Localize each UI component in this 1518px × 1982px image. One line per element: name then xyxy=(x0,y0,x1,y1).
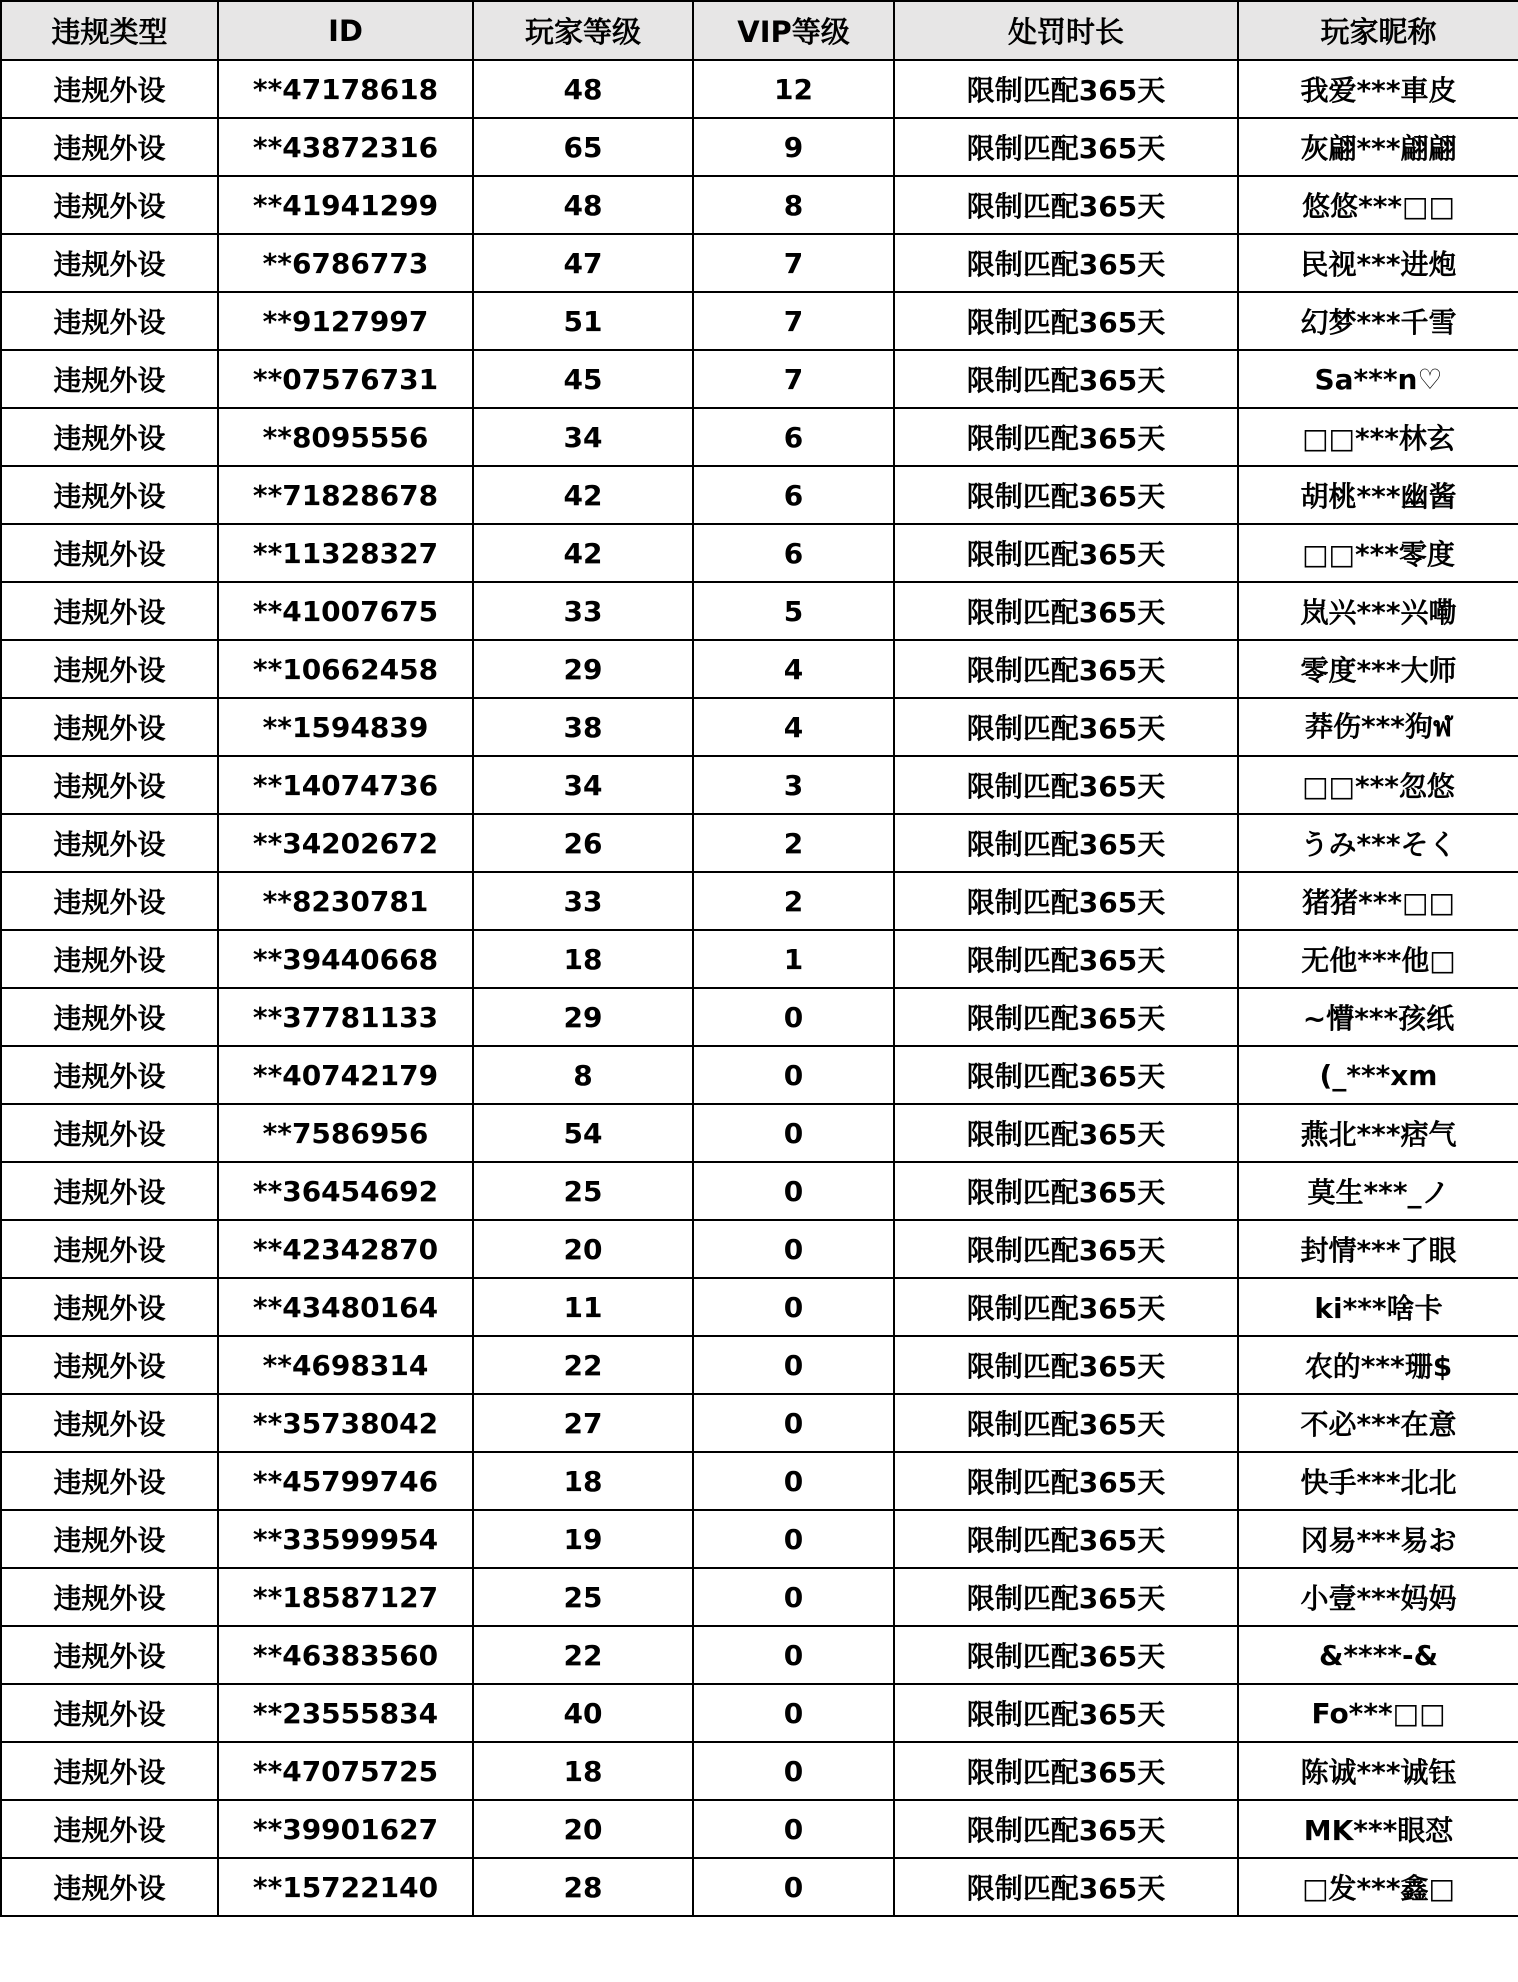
violation-type-cell: 违规外设 xyxy=(1,756,218,814)
header-penalty-duration: 处罚时长 xyxy=(894,1,1238,60)
table-row xyxy=(1,234,1518,292)
header-vip-level: VIP等级 xyxy=(693,1,894,60)
penalty-duration-cell: 限制匹配365天 xyxy=(894,292,1238,350)
vip-level-cell: 0 xyxy=(693,1510,894,1568)
id-cell: **41007675 xyxy=(218,582,473,640)
penalty-duration-cell: 限制匹配365天 xyxy=(894,582,1238,640)
violation-type-cell: 违规外设 xyxy=(1,1800,218,1858)
vip-level-cell: 8 xyxy=(693,176,894,234)
player-level-cell: 26 xyxy=(473,814,693,872)
player-nickname-cell: 无他***他□ xyxy=(1238,930,1518,988)
player-level-cell: 27 xyxy=(473,1394,693,1452)
violation-type-cell: 违规外设 xyxy=(1,408,218,466)
player-nickname-cell: &****-& xyxy=(1238,1626,1518,1684)
violation-type-cell: 违规外设 xyxy=(1,698,218,756)
player-nickname-cell: 燕北***痞气 xyxy=(1238,1104,1518,1162)
vip-level-cell: 0 xyxy=(693,1278,894,1336)
id-cell: **43872316 xyxy=(218,118,473,176)
header-player-level: 玩家等级 xyxy=(473,1,693,60)
violation-type-cell: 违规外设 xyxy=(1,1742,218,1800)
player-level-cell: 34 xyxy=(473,408,693,466)
table-row xyxy=(1,1162,1518,1220)
vip-level-cell: 4 xyxy=(693,698,894,756)
violation-type-cell: 违规外设 xyxy=(1,1220,218,1278)
table-body xyxy=(1,60,1518,1916)
player-level-cell: 18 xyxy=(473,930,693,988)
player-level-cell: 29 xyxy=(473,988,693,1046)
violation-type-cell: 违规外设 xyxy=(1,1626,218,1684)
id-cell: **39901627 xyxy=(218,1800,473,1858)
header-violation-type: 违规类型 xyxy=(1,1,218,60)
vip-level-cell: 0 xyxy=(693,988,894,1046)
id-cell: **14074736 xyxy=(218,756,473,814)
vip-level-cell: 7 xyxy=(693,234,894,292)
id-cell: **7586956 xyxy=(218,1104,473,1162)
violation-type-cell: 违规外设 xyxy=(1,524,218,582)
player-nickname-cell: MK***眼怼 xyxy=(1238,1800,1518,1858)
player-nickname-cell: □□***忽悠 xyxy=(1238,756,1518,814)
vip-level-cell: 6 xyxy=(693,524,894,582)
player-level-cell: 48 xyxy=(473,176,693,234)
table-row xyxy=(1,1046,1518,1104)
penalty-duration-cell: 限制匹配365天 xyxy=(894,872,1238,930)
id-cell: **33599954 xyxy=(218,1510,473,1568)
player-nickname-cell: □发***鑫□ xyxy=(1238,1858,1518,1916)
violation-type-cell: 违规外设 xyxy=(1,1278,218,1336)
table-row xyxy=(1,1568,1518,1626)
violation-type-cell: 违规外设 xyxy=(1,872,218,930)
id-cell: **39440668 xyxy=(218,930,473,988)
table-row xyxy=(1,1626,1518,1684)
violation-type-cell: 违规外设 xyxy=(1,466,218,524)
vip-level-cell: 7 xyxy=(693,350,894,408)
vip-level-cell: 0 xyxy=(693,1684,894,1742)
table-row xyxy=(1,1336,1518,1394)
player-nickname-cell: 岚兴***兴嘞 xyxy=(1238,582,1518,640)
vip-level-cell: 0 xyxy=(693,1162,894,1220)
table-row xyxy=(1,1394,1518,1452)
player-level-cell: 38 xyxy=(473,698,693,756)
penalty-duration-cell: 限制匹配365天 xyxy=(894,1278,1238,1336)
violation-type-cell: 违规外设 xyxy=(1,1162,218,1220)
player-nickname-cell: 猪猪***□□ xyxy=(1238,872,1518,930)
id-cell: **1594839 xyxy=(218,698,473,756)
vip-level-cell: 6 xyxy=(693,408,894,466)
player-nickname-cell: 不必***在意 xyxy=(1238,1394,1518,1452)
id-cell: **37781133 xyxy=(218,988,473,1046)
table-row xyxy=(1,698,1518,756)
player-level-cell: 18 xyxy=(473,1742,693,1800)
table-row xyxy=(1,930,1518,988)
violation-type-cell: 违规外设 xyxy=(1,1104,218,1162)
penalty-duration-cell: 限制匹配365天 xyxy=(894,1220,1238,1278)
table-row xyxy=(1,1278,1518,1336)
player-level-cell: 18 xyxy=(473,1452,693,1510)
violation-type-cell: 违规外设 xyxy=(1,1684,218,1742)
player-level-cell: 11 xyxy=(473,1278,693,1336)
penalty-duration-cell: 限制匹配365天 xyxy=(894,988,1238,1046)
id-cell: **34202672 xyxy=(218,814,473,872)
violation-type-cell: 违规外设 xyxy=(1,234,218,292)
player-nickname-cell: Fo***□□ xyxy=(1238,1684,1518,1742)
player-level-cell: 34 xyxy=(473,756,693,814)
penalty-duration-cell: 限制匹配365天 xyxy=(894,930,1238,988)
penalty-duration-cell: 限制匹配365天 xyxy=(894,1742,1238,1800)
player-level-cell: 42 xyxy=(473,466,693,524)
vip-level-cell: 4 xyxy=(693,640,894,698)
violation-type-cell: 违规外设 xyxy=(1,1858,218,1916)
table-row xyxy=(1,524,1518,582)
violation-type-cell: 违规外设 xyxy=(1,582,218,640)
id-cell: **18587127 xyxy=(218,1568,473,1626)
player-nickname-cell: 悠悠***□□ xyxy=(1238,176,1518,234)
player-nickname-cell: うみ***そく xyxy=(1238,814,1518,872)
player-level-cell: 47 xyxy=(473,234,693,292)
vip-level-cell: 1 xyxy=(693,930,894,988)
penalty-duration-cell: 限制匹配365天 xyxy=(894,1800,1238,1858)
penalty-duration-cell: 限制匹配365天 xyxy=(894,60,1238,118)
table-row xyxy=(1,1220,1518,1278)
table-row xyxy=(1,582,1518,640)
penalty-duration-cell: 限制匹配365天 xyxy=(894,1046,1238,1104)
player-level-cell: 20 xyxy=(473,1800,693,1858)
penalty-duration-cell: 限制匹配365天 xyxy=(894,1162,1238,1220)
player-nickname-cell: 莽伤***狗ฬ xyxy=(1238,698,1518,756)
table-row xyxy=(1,176,1518,234)
penalty-duration-cell: 限制匹配365天 xyxy=(894,466,1238,524)
table-header xyxy=(1,1,1518,60)
violation-type-cell: 违规外设 xyxy=(1,176,218,234)
id-cell: **23555834 xyxy=(218,1684,473,1742)
vip-level-cell: 0 xyxy=(693,1626,894,1684)
penalty-duration-cell: 限制匹配365天 xyxy=(894,1104,1238,1162)
id-cell: **40742179 xyxy=(218,1046,473,1104)
vip-level-cell: 0 xyxy=(693,1220,894,1278)
player-nickname-cell: □□***零度 xyxy=(1238,524,1518,582)
id-cell: **11328327 xyxy=(218,524,473,582)
id-cell: **42342870 xyxy=(218,1220,473,1278)
vip-level-cell: 0 xyxy=(693,1800,894,1858)
id-cell: **46383560 xyxy=(218,1626,473,1684)
table-row xyxy=(1,756,1518,814)
penalty-duration-cell: 限制匹配365天 xyxy=(894,698,1238,756)
vip-level-cell: 9 xyxy=(693,118,894,176)
violation-type-cell: 违规外设 xyxy=(1,1336,218,1394)
table-row xyxy=(1,466,1518,524)
penalty-duration-cell: 限制匹配365天 xyxy=(894,1568,1238,1626)
id-cell: **47178618 xyxy=(218,60,473,118)
table-row xyxy=(1,1684,1518,1742)
penalty-duration-cell: 限制匹配365天 xyxy=(894,756,1238,814)
violation-type-cell: 违规外设 xyxy=(1,292,218,350)
player-level-cell: 28 xyxy=(473,1858,693,1916)
id-cell: **15722140 xyxy=(218,1858,473,1916)
vip-level-cell: 0 xyxy=(693,1452,894,1510)
violation-type-cell: 违规外设 xyxy=(1,1394,218,1452)
table-row xyxy=(1,988,1518,1046)
id-cell: **07576731 xyxy=(218,350,473,408)
penalty-duration-cell: 限制匹配365天 xyxy=(894,1394,1238,1452)
violation-type-cell: 违规外设 xyxy=(1,1452,218,1510)
vip-level-cell: 2 xyxy=(693,872,894,930)
id-cell: **43480164 xyxy=(218,1278,473,1336)
penalty-duration-cell: 限制匹配365天 xyxy=(894,524,1238,582)
id-cell: **9127997 xyxy=(218,292,473,350)
id-cell: **71828678 xyxy=(218,466,473,524)
id-cell: **8095556 xyxy=(218,408,473,466)
header-player-nickname: 玩家昵称 xyxy=(1238,1,1518,60)
player-nickname-cell: 我爱***車皮 xyxy=(1238,60,1518,118)
table-row xyxy=(1,1104,1518,1162)
penalty-duration-cell: 限制匹配365天 xyxy=(894,118,1238,176)
id-cell: **4698314 xyxy=(218,1336,473,1394)
id-cell: **45799746 xyxy=(218,1452,473,1510)
player-nickname-cell: 零度***大师 xyxy=(1238,640,1518,698)
id-cell: **8230781 xyxy=(218,872,473,930)
player-level-cell: 25 xyxy=(473,1568,693,1626)
player-level-cell: 33 xyxy=(473,582,693,640)
player-nickname-cell: 莫生***_ノ xyxy=(1238,1162,1518,1220)
violation-type-cell: 违规外设 xyxy=(1,1568,218,1626)
vip-level-cell: 2 xyxy=(693,814,894,872)
player-nickname-cell: 灰翩***翩翩 xyxy=(1238,118,1518,176)
player-nickname-cell: 封情***了眼 xyxy=(1238,1220,1518,1278)
table-row xyxy=(1,1742,1518,1800)
player-nickname-cell: ~懵***孩纸 xyxy=(1238,988,1518,1046)
player-nickname-cell: 冈易***易お xyxy=(1238,1510,1518,1568)
player-nickname-cell: □□***林玄 xyxy=(1238,408,1518,466)
player-nickname-cell: Sa***n♡ xyxy=(1238,350,1518,408)
penalty-duration-cell: 限制匹配365天 xyxy=(894,1336,1238,1394)
player-nickname-cell: 快手***北北 xyxy=(1238,1452,1518,1510)
player-level-cell: 65 xyxy=(473,118,693,176)
violation-type-cell: 违规外设 xyxy=(1,1046,218,1104)
player-level-cell: 22 xyxy=(473,1336,693,1394)
player-nickname-cell: (_***xm xyxy=(1238,1046,1518,1104)
player-level-cell: 22 xyxy=(473,1626,693,1684)
table-row xyxy=(1,60,1518,118)
player-level-cell: 42 xyxy=(473,524,693,582)
table-row xyxy=(1,872,1518,930)
penalty-duration-cell: 限制匹配365天 xyxy=(894,1858,1238,1916)
table-row xyxy=(1,1510,1518,1568)
violation-type-cell: 违规外设 xyxy=(1,350,218,408)
penalty-duration-cell: 限制匹配365天 xyxy=(894,1626,1238,1684)
id-cell: **47075725 xyxy=(218,1742,473,1800)
table-row xyxy=(1,118,1518,176)
header-row xyxy=(1,1,1518,60)
penalty-duration-cell: 限制匹配365天 xyxy=(894,1684,1238,1742)
vip-level-cell: 12 xyxy=(693,60,894,118)
player-level-cell: 45 xyxy=(473,350,693,408)
violation-type-cell: 违规外设 xyxy=(1,988,218,1046)
penalty-duration-cell: 限制匹配365天 xyxy=(894,814,1238,872)
violation-type-cell: 违规外设 xyxy=(1,814,218,872)
vip-level-cell: 0 xyxy=(693,1858,894,1916)
player-level-cell: 48 xyxy=(473,60,693,118)
player-level-cell: 20 xyxy=(473,1220,693,1278)
id-cell: **41941299 xyxy=(218,176,473,234)
vip-level-cell: 7 xyxy=(693,292,894,350)
vip-level-cell: 0 xyxy=(693,1046,894,1104)
player-nickname-cell: 农的***珊$ xyxy=(1238,1336,1518,1394)
vip-level-cell: 3 xyxy=(693,756,894,814)
player-nickname-cell: 陈诚***诚钰 xyxy=(1238,1742,1518,1800)
vip-level-cell: 0 xyxy=(693,1568,894,1626)
violation-type-cell: 违规外设 xyxy=(1,118,218,176)
player-level-cell: 29 xyxy=(473,640,693,698)
player-level-cell: 25 xyxy=(473,1162,693,1220)
player-nickname-cell: 小壹***妈妈 xyxy=(1238,1568,1518,1626)
violation-type-cell: 违规外设 xyxy=(1,640,218,698)
header-id: ID xyxy=(218,1,473,60)
violation-type-cell: 违规外设 xyxy=(1,60,218,118)
penalty-duration-cell: 限制匹配365天 xyxy=(894,176,1238,234)
penalty-duration-cell: 限制匹配365天 xyxy=(894,640,1238,698)
penalty-duration-cell: 限制匹配365天 xyxy=(894,1510,1238,1568)
violation-type-cell: 违规外设 xyxy=(1,1510,218,1568)
vip-level-cell: 6 xyxy=(693,466,894,524)
vip-level-cell: 0 xyxy=(693,1742,894,1800)
id-cell: **6786773 xyxy=(218,234,473,292)
table-row xyxy=(1,640,1518,698)
vip-level-cell: 0 xyxy=(693,1104,894,1162)
player-nickname-cell: 幻梦***千雪 xyxy=(1238,292,1518,350)
player-level-cell: 19 xyxy=(473,1510,693,1568)
id-cell: **10662458 xyxy=(218,640,473,698)
player-level-cell: 33 xyxy=(473,872,693,930)
table-row xyxy=(1,408,1518,466)
table-row xyxy=(1,292,1518,350)
penalty-duration-cell: 限制匹配365天 xyxy=(894,1452,1238,1510)
table-row xyxy=(1,1858,1518,1916)
table-row xyxy=(1,1800,1518,1858)
table-row xyxy=(1,350,1518,408)
player-nickname-cell: ki***啥卡 xyxy=(1238,1278,1518,1336)
player-nickname-cell: 胡桃***幽酱 xyxy=(1238,466,1518,524)
player-level-cell: 54 xyxy=(473,1104,693,1162)
player-nickname-cell: 民视***进炮 xyxy=(1238,234,1518,292)
player-level-cell: 51 xyxy=(473,292,693,350)
penalty-duration-cell: 限制匹配365天 xyxy=(894,408,1238,466)
table-row xyxy=(1,814,1518,872)
player-level-cell: 8 xyxy=(473,1046,693,1104)
id-cell: **36454692 xyxy=(218,1162,473,1220)
vip-level-cell: 0 xyxy=(693,1336,894,1394)
penalty-duration-cell: 限制匹配365天 xyxy=(894,350,1238,408)
player-level-cell: 40 xyxy=(473,1684,693,1742)
table-row xyxy=(1,1452,1518,1510)
violation-type-cell: 违规外设 xyxy=(1,930,218,988)
vip-level-cell: 5 xyxy=(693,582,894,640)
vip-level-cell: 0 xyxy=(693,1394,894,1452)
id-cell: **35738042 xyxy=(218,1394,473,1452)
penalty-duration-cell: 限制匹配365天 xyxy=(894,234,1238,292)
